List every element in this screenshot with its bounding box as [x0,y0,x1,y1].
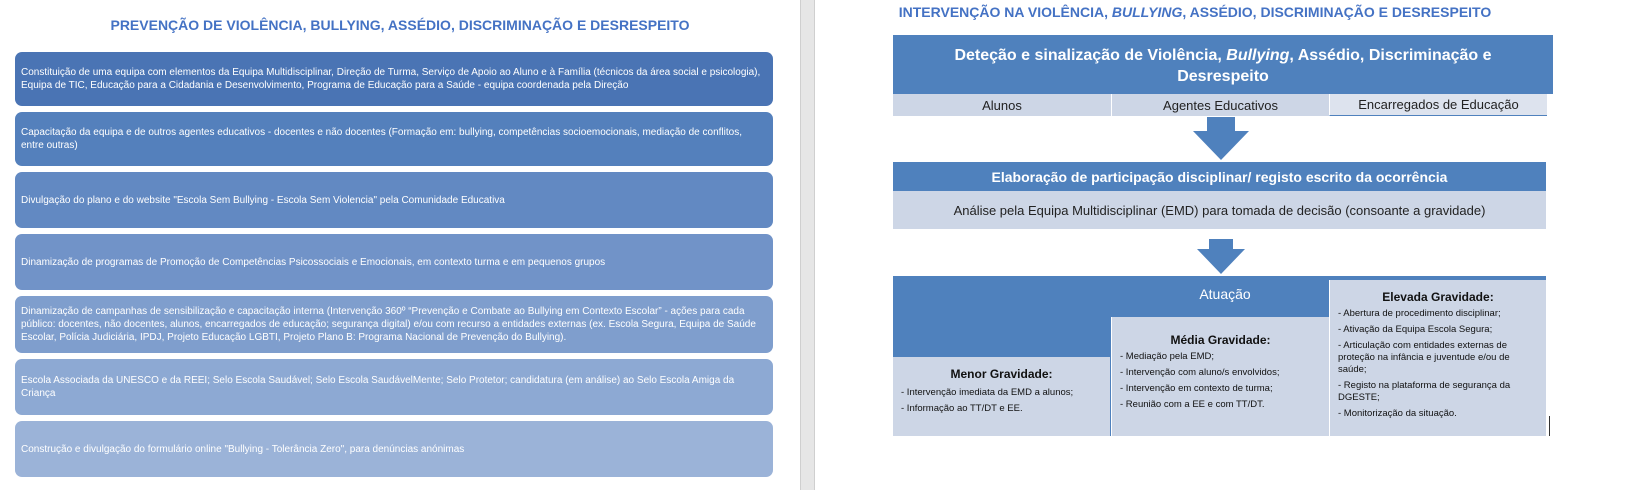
medium-severity-item: - Intervenção com aluno/s envolvidos; [1120,367,1280,378]
prevention-item-4-text: Dinamização de programas de Promoção de Competências Psicossociais e Emocionais, em contexto turma e em pequenos grupos [21,256,606,268]
text-cursor [1549,416,1550,436]
detection-header-part-3: , Assédio, Discriminação e Desrespeito [1177,46,1492,85]
high-severity-item: - Registo na plataforma de segurança da DGESTE; [1338,380,1511,403]
minor-severity-list [901,387,1102,415]
prevention-item-6 [15,359,773,415]
prevention-item-1-text: Constituição de uma equipa com elementos da Equipa Multidisciplinar, Direção de Turma, Serviço de Apoio ao Aluno e à Família (técnicos da área social e psicologia), Equipa de TIC, Educação para a Cidadania e Desenvolvimento, Programa de Educação para a Saúde - equipa coordenada pela Direção [21,67,761,91]
prevention-item-3-text: Divulgação do plano e do website "Escola Sem Bullying - Escola Sem Violencia" pela Comunidade Educativa [21,194,505,206]
minor-severity-box [893,357,1110,436]
prevention-item-2 [15,112,773,166]
prevention-title: PREVENÇÃO DE VIOLÊNCIA, BULLYING, ASSÉDIO, DISCRIMINAÇÃO E DESRESPEITO [110,17,690,33]
prevention-item-5-text: Dinamização de campanhas de sensibilização e capacitação interna (Intervenção 360º “Prevenção e Combate ao Bullying em Contexto Escolar” - ações para cada público: docentes, não docentes, alunos, encarregados de educação; segurança digital) e/ou com recurso a entidades externas (ex. Escola Segura, Equipa de Saúde Escolar, Polícia Judiciária, IPDJ, Projeto Educação LGBTI, Projeto Plano B: Programa Nacional de Prevenção do Bullying). [21,306,756,343]
prevention-item-7 [15,421,773,477]
source-agentes-educativos: Agentes Educativos [1111,94,1329,116]
right-page [815,0,1625,490]
detection-header-part-2: Bullying [1226,46,1290,64]
high-severity-item: - Articulação com entidades externas de proteção na infância e juventude e/ou de saúde; [1338,340,1510,375]
medium-severity-item: - Mediação pela EMD; [1120,351,1214,362]
source-encarregados: Encarregados de Educação [1329,94,1547,116]
intervention-title-part-1: INTERVENÇÃO NA VIOLÊNCIA, [898,4,1112,20]
page-gutter [800,0,815,490]
high-severity-box [1329,280,1546,436]
high-severity-item: - Ativação da Equipa Escola Segura; [1338,324,1493,335]
source-alunos: Alunos [893,94,1111,116]
high-severity-item: - Abertura de procedimento disciplinar; [1338,308,1501,319]
prevention-item-6-text: Escola Associada da UNESCO e da REEI; Selo Escola Saudável; Selo Escola SaudávelMente; Selo Protetor; candidatura (em análise) ao Selo Escola Amiga da Criança [21,375,735,399]
minor-severity-title: Menor Gravidade: [950,367,1053,381]
left-page [0,0,800,490]
intervention-title [815,4,1575,20]
prevention-item-3 [15,172,773,228]
analysis-box: Análise pela Equipa Multidisciplinar (EMD) para tomada de decisão (consoante a gravidade) [893,191,1546,229]
minor-severity-item: - Informação ao TT/DT e EE. [901,403,1023,414]
intervention-title-part-3: , ASSÉDIO, DISCRIMINAÇÃO E DESRESPEITO [1182,4,1492,20]
medium-severity-item: - Reunião com a EE e com TT/DT. [1120,399,1265,410]
prevention-item-2-text: Capacitação da equipa e de outros agentes educativos - docentes e não docentes (Formação em: bullying, competências socioemocionais, mediação de conflitos, entre outras) [21,127,742,151]
high-severity-title: Elevada Gravidade: [1382,290,1494,304]
high-severity-item: - Monitorização da situação. [1338,408,1457,419]
minor-severity-item: - Intervenção imediata da EMD a alunos; [901,387,1074,398]
actuation-label: Atuação [1199,286,1251,302]
elaboration-header: Elaboração de participação disciplinar/ registo escrito da ocorrência [893,162,1546,191]
prevention-item-5 [15,296,773,353]
prevention-item-7-text: Construção e divulgação do formulário online "Bullying - Tolerância Zero", para denúncias anónimas [21,443,465,455]
medium-severity-title: Média Gravidade: [1170,333,1271,347]
intervention-title-part-2: BULLYING [1111,4,1183,20]
down-arrow-1 [1191,117,1251,161]
medium-severity-list [1120,351,1321,411]
prevention-item-1 [15,52,773,106]
high-severity-list [1338,308,1538,420]
down-arrow-2 [1195,239,1247,275]
detection-header-part-1: Deteção e sinalização de Violência, [954,46,1227,64]
medium-severity-item: - Intervenção em contexto de turma; [1120,383,1273,394]
detection-header [893,35,1553,94]
prevention-item-4 [15,234,773,290]
medium-severity-box [1111,317,1329,436]
